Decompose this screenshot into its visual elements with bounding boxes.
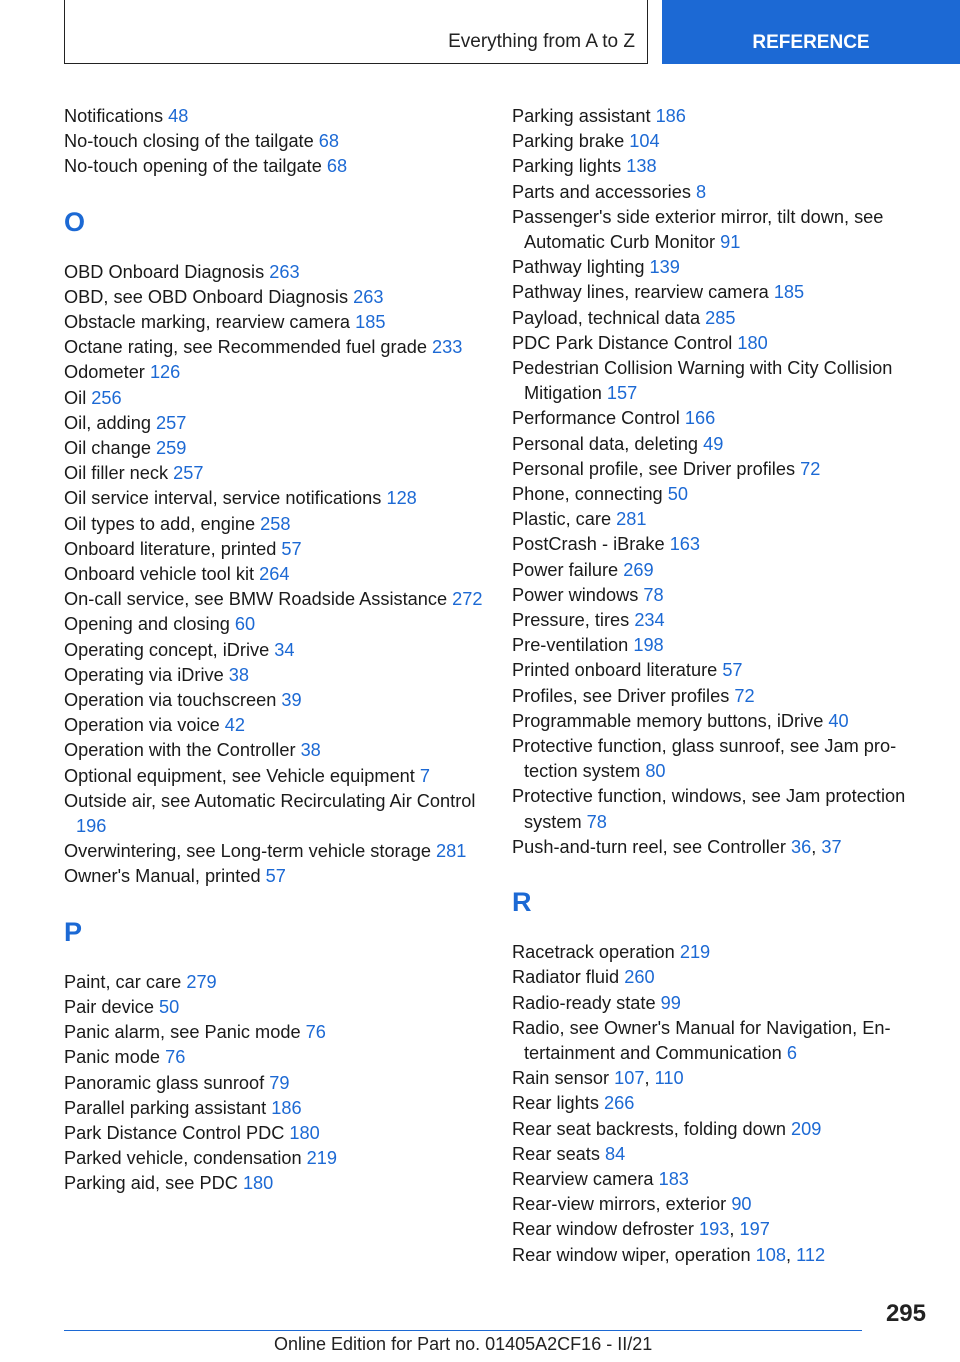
index-entry xyxy=(512,532,922,557)
page-link[interactable]: 107 xyxy=(614,1068,645,1089)
page-link[interactable]: 185 xyxy=(355,312,386,333)
index-entry-text: Panic alarm, see Panic mode xyxy=(64,1022,301,1043)
index-entry: Rear window defroster 193, 197 xyxy=(512,1219,770,1240)
index-entry-text: Optional equipment, see Vehicle equipment xyxy=(64,765,415,786)
page-link[interactable]: 78 xyxy=(586,811,607,832)
index-entry-text: Operating concept, iDrive xyxy=(64,639,270,660)
page-link[interactable]: 40 xyxy=(828,710,849,731)
index-entry-text: Passenger's side exterior mirror, tilt down, see Automatic Curb Monitor xyxy=(512,206,884,253)
index-entry-text: Operation via touchscreen xyxy=(64,690,277,711)
index-entry-text: Octane rating, see Recommended fuel grade xyxy=(64,337,427,358)
index-entry-text: OBD, see OBD Onboard Diagnosis xyxy=(64,286,349,307)
index-entry xyxy=(512,432,922,457)
index-entry-text: Oil service interval, service notifications xyxy=(64,488,382,509)
index-entry xyxy=(64,104,484,129)
index-entry xyxy=(64,738,484,763)
index-entry xyxy=(64,310,484,335)
page-link[interactable]: 259 xyxy=(156,438,187,459)
page-link[interactable]: 50 xyxy=(667,484,688,505)
index-entry-text: Panoramic glass sunroof xyxy=(64,1072,265,1093)
page-link[interactable]: 49 xyxy=(703,433,724,454)
index-entry xyxy=(64,587,484,612)
index-entry xyxy=(64,386,484,411)
index-entry xyxy=(512,255,922,280)
index-entry xyxy=(512,684,922,709)
page-link[interactable]: 108 xyxy=(755,1244,787,1265)
index-entry-text: Owner's Manual, printed xyxy=(64,866,261,887)
index-entry xyxy=(64,1121,484,1146)
page-link[interactable]: 78 xyxy=(643,584,664,605)
index-column-right xyxy=(512,104,922,1268)
index-entry-text: Oil filler neck xyxy=(64,463,169,484)
page-link[interactable]: 209 xyxy=(791,1118,822,1139)
index-entry-text: Rain sensor xyxy=(512,1068,610,1089)
index-entry-text: Parking aid, see PDC xyxy=(64,1173,238,1194)
index-entry-text: Protective function, windows, see Jam protection system xyxy=(512,786,906,832)
page-link[interactable]: 263 xyxy=(353,286,384,307)
page-link[interactable]: 185 xyxy=(773,282,805,303)
index-entry-text: Programmable memory buttons, iDrive xyxy=(512,710,824,731)
index-entry-text: Notifications xyxy=(64,106,164,126)
page-link[interactable]: 68 xyxy=(326,156,348,177)
page-link[interactable]: 263 xyxy=(269,261,300,282)
index-entry xyxy=(512,709,922,734)
page-link[interactable]: 197 xyxy=(739,1219,770,1240)
index-entry-text: Oil xyxy=(64,387,87,408)
index-entry-text: No-touch opening of the tailgate xyxy=(64,156,322,177)
index-entry-text: Pair device xyxy=(64,996,154,1017)
index-entry: Rain sensor 107, 110 xyxy=(512,1068,684,1089)
page-link[interactable]: 260 xyxy=(624,967,655,988)
index-entry xyxy=(64,335,484,360)
index-entry-text: Paint, car care xyxy=(64,971,182,992)
index-entry xyxy=(64,663,484,688)
edition-note: Online Edition for Part no. 01405A2CF16 - II/21 xyxy=(274,1334,653,1354)
index-entry-text: Pedestrian Collision Warning with City Collision Mitigation xyxy=(512,358,893,404)
index-entry-text: Parts and accessories xyxy=(512,181,691,202)
page-link[interactable]: 38 xyxy=(228,664,250,685)
index-entry xyxy=(64,864,484,889)
index-letter-heading: R xyxy=(512,887,532,918)
index-entry xyxy=(512,331,922,356)
page-link[interactable]: 186 xyxy=(655,106,686,126)
index-entry-text: Oil, adding xyxy=(64,412,151,433)
page-link[interactable]: 37 xyxy=(821,836,842,857)
index-entry xyxy=(512,1167,922,1192)
index-entry-text: Parking brake xyxy=(512,131,625,152)
index-entry xyxy=(64,129,484,154)
index-entry xyxy=(64,1146,484,1171)
index-entry-text: Rear lights xyxy=(512,1093,599,1114)
page-link[interactable]: 138 xyxy=(626,156,657,177)
index-entry xyxy=(64,995,484,1020)
index-entry xyxy=(64,461,484,486)
page-link[interactable]: 281 xyxy=(616,509,647,530)
index-entry-text: Plastic, care xyxy=(512,509,612,530)
index-entry-text: Rear seat backrests, folding down xyxy=(512,1118,786,1139)
index-entry xyxy=(64,764,484,789)
page-link[interactable]: 36 xyxy=(791,836,812,857)
index-entry-text: PostCrash - iBrake xyxy=(512,534,665,555)
page-link[interactable]: 110 xyxy=(654,1068,684,1089)
page-link[interactable]: 264 xyxy=(259,564,290,585)
index-entry xyxy=(512,784,922,834)
index-letter-heading: O xyxy=(64,206,86,237)
index-entry xyxy=(64,260,484,285)
index-entry xyxy=(512,1192,922,1217)
index-entry xyxy=(64,537,484,562)
index-entry-text: Rear window wiper, operation xyxy=(512,1244,751,1265)
index-entry-text: Oil types to add, engine xyxy=(64,513,256,534)
page-link[interactable]: 57 xyxy=(281,538,302,559)
page-link[interactable]: 112 xyxy=(796,1244,826,1265)
index-entry-text: Performance Control xyxy=(512,408,680,429)
page-link[interactable]: 258 xyxy=(260,513,291,534)
page-link[interactable]: 272 xyxy=(452,589,483,610)
index-entry-text: Pressure, tires xyxy=(512,610,630,631)
page-number: 295 xyxy=(885,1300,926,1327)
page-link[interactable]: 180 xyxy=(289,1122,320,1143)
page-link[interactable]: 84 xyxy=(605,1143,626,1164)
page-link[interactable]: 281 xyxy=(436,841,467,862)
page-link[interactable]: 256 xyxy=(91,387,122,408)
index-entry xyxy=(64,1096,484,1121)
index-entry xyxy=(64,839,484,864)
index-entry-text: Payload, technical data xyxy=(512,307,701,328)
index-entry xyxy=(512,482,922,507)
index-entry xyxy=(512,734,922,784)
page-link[interactable]: 233 xyxy=(432,337,463,358)
index-entry-text: Rear window defroster xyxy=(512,1219,694,1240)
index-entry-text: Odometer xyxy=(64,362,145,383)
page-link[interactable]: 80 xyxy=(645,761,666,782)
index-entry xyxy=(512,356,922,406)
index-entry-text: Pathway lighting xyxy=(512,257,645,278)
index-entry xyxy=(512,205,922,255)
index-entry-text: Personal data, deleting xyxy=(512,433,699,454)
index-entry xyxy=(64,1045,484,1070)
page-link[interactable]: 266 xyxy=(604,1093,635,1114)
index-entry-text: Rearview camera xyxy=(512,1168,654,1189)
index-entry xyxy=(512,1117,922,1142)
page-link[interactable]: 79 xyxy=(269,1072,290,1093)
index-entry xyxy=(512,658,922,683)
index-entry-text: On-call service, see BMW Roadside Assistance xyxy=(64,589,448,610)
page-link[interactable]: 91 xyxy=(720,232,741,253)
index-entry-text: Obstacle marking, rearview camera xyxy=(64,312,351,333)
index-entry-text: Personal profile, see Driver profiles xyxy=(512,458,796,479)
section-title: Everything from A to Z xyxy=(448,31,635,52)
page-link[interactable]: 186 xyxy=(271,1097,302,1118)
index-entry xyxy=(64,486,484,511)
page-link[interactable]: 279 xyxy=(186,971,217,992)
index-entry-text: Operation via voice xyxy=(64,715,220,736)
index-entry-text: Opening and closing xyxy=(64,614,230,635)
index-entry xyxy=(512,406,922,431)
index-entry: Push-and-turn reel, see Controller 36, 37 xyxy=(512,836,842,857)
page-header xyxy=(0,0,960,66)
index-entry xyxy=(64,789,484,839)
chapter-label: REFERENCE xyxy=(752,32,870,53)
index-entry xyxy=(512,608,922,633)
index-entry xyxy=(512,507,922,532)
page-link[interactable]: 99 xyxy=(660,992,681,1013)
page-link[interactable]: 48 xyxy=(168,106,189,126)
index-entry xyxy=(512,583,922,608)
index-entry-text: Operation with the Controller xyxy=(64,740,296,761)
index-entry-text: Parked vehicle, condensation xyxy=(64,1148,302,1169)
index-entry xyxy=(64,1171,484,1196)
index-entry-text: Outside air, see Automatic Recirculating Air Control xyxy=(64,790,476,811)
page-link[interactable]: 76 xyxy=(165,1047,186,1068)
page-link[interactable]: 219 xyxy=(679,942,711,963)
index-entry xyxy=(64,638,484,663)
page-link[interactable]: 180 xyxy=(242,1173,274,1194)
page-link[interactable]: 128 xyxy=(386,488,417,509)
page-link[interactable]: 285 xyxy=(705,307,736,328)
page-link[interactable]: 126 xyxy=(149,362,181,383)
page-link[interactable]: 219 xyxy=(306,1148,338,1169)
index-entry-text: Onboard literature, printed xyxy=(64,538,277,559)
index-entry-text: Phone, connecting xyxy=(512,484,663,505)
index-entry-text: Rear seats xyxy=(512,1143,600,1164)
index-entry xyxy=(512,991,922,1016)
index-entry xyxy=(512,940,922,965)
index-entry xyxy=(64,154,484,179)
page-link[interactable]: 198 xyxy=(633,635,664,656)
index-entry xyxy=(512,306,922,331)
index-entry xyxy=(64,285,484,310)
index-entry-text: Racetrack operation xyxy=(512,942,675,963)
page-link[interactable]: 72 xyxy=(800,458,821,479)
index-entry xyxy=(512,154,922,179)
index-entry-text: Profiles, see Driver profiles xyxy=(512,685,730,706)
index-entry xyxy=(512,1142,922,1167)
page-link[interactable]: 39 xyxy=(281,690,302,711)
index-entry-text: Push-and-turn reel, see Controller xyxy=(512,836,786,857)
index-entry xyxy=(512,1091,922,1116)
index-entry-text: Panic mode xyxy=(64,1047,161,1068)
page-link[interactable]: 257 xyxy=(156,412,187,433)
page-link[interactable]: 180 xyxy=(737,332,768,353)
index-entry-text: Pathway lines, rearview camera xyxy=(512,282,769,303)
index-entry-text: Radiator fluid xyxy=(512,967,620,988)
index-entry xyxy=(512,633,922,658)
index-entry xyxy=(512,1016,922,1066)
index-entry-text: Park Distance Control PDC xyxy=(64,1122,285,1143)
page-link[interactable]: 72 xyxy=(734,685,755,706)
page-link[interactable]: 139 xyxy=(649,257,680,278)
index-entry-text: Radio, see Owner's Manual for Navigation, Entertainment and Communication xyxy=(512,1017,891,1063)
page-link[interactable]: 8 xyxy=(696,181,707,202)
index-entry xyxy=(512,558,922,583)
index-entry-text: Parking assistant xyxy=(512,106,651,126)
index-entry xyxy=(512,457,922,482)
page-link[interactable]: 76 xyxy=(305,1022,326,1043)
index-entry xyxy=(64,360,484,385)
index-entry-text: Power windows xyxy=(512,584,639,605)
index-entry xyxy=(64,713,484,738)
page-link[interactable]: 50 xyxy=(159,996,180,1017)
section-title-tab xyxy=(64,0,648,64)
index-entry-text: Onboard vehicle tool kit xyxy=(64,564,255,585)
index-entry: Rear window wiper, operation 108, 112 xyxy=(512,1244,826,1265)
page-link[interactable]: 38 xyxy=(300,740,321,761)
index-entry xyxy=(512,965,922,990)
page-link[interactable]: 269 xyxy=(623,559,654,580)
index-entry-text: Parking lights xyxy=(512,156,622,177)
page-link[interactable]: 196 xyxy=(76,816,107,837)
page-link[interactable]: 57 xyxy=(265,866,286,887)
index-entry-text: Protective function, glass sunroof, see Jam protection system xyxy=(512,736,897,782)
index-entry-text: Rear-view mirrors, exterior xyxy=(512,1194,727,1215)
index-entry-text: PDC Park Distance Control xyxy=(512,332,733,353)
page-link[interactable]: 193 xyxy=(699,1219,730,1240)
index-entry xyxy=(64,562,484,587)
index-letter-heading: P xyxy=(64,916,83,947)
page-link[interactable]: 163 xyxy=(669,534,701,555)
index-entry-text: OBD Onboard Diagnosis xyxy=(64,261,265,282)
index-entry xyxy=(64,411,484,436)
index-entry xyxy=(64,970,484,995)
index-entry xyxy=(64,1071,484,1096)
index-entry-text: Power failure xyxy=(512,559,619,580)
page-link[interactable]: 60 xyxy=(234,614,256,635)
index-entry xyxy=(64,612,484,637)
index-column-left xyxy=(64,104,484,1197)
page-link[interactable]: 6 xyxy=(786,1042,797,1063)
page-link[interactable]: 34 xyxy=(274,639,295,660)
page-link[interactable]: 166 xyxy=(684,408,716,429)
page-link[interactable]: 257 xyxy=(173,463,204,484)
index-entry xyxy=(64,688,484,713)
page-link[interactable]: 157 xyxy=(606,383,638,404)
page-link[interactable]: 234 xyxy=(634,610,665,631)
index-entry-text: No-touch closing of the tailgate xyxy=(64,131,314,152)
index-entry-text: Oil change xyxy=(64,438,151,459)
index-entry xyxy=(64,436,484,461)
index-entry-text: Radio-ready state xyxy=(512,992,656,1013)
chapter-tab[interactable] xyxy=(662,0,960,64)
index-entry-text: Parallel parking assistant xyxy=(64,1097,267,1118)
index-entry xyxy=(512,180,922,205)
index-entry xyxy=(64,1020,484,1045)
index-entry xyxy=(512,104,922,129)
index-entry xyxy=(512,280,922,305)
index-entry-text: Printed onboard literature xyxy=(512,660,718,681)
index-entry-text: Operating via iDrive xyxy=(64,664,224,685)
page-link[interactable]: 7 xyxy=(419,765,431,786)
page-link[interactable]: 68 xyxy=(318,131,340,152)
footer-divider xyxy=(64,1330,862,1331)
page-link[interactable]: 183 xyxy=(658,1168,689,1189)
page-link[interactable]: 57 xyxy=(722,660,743,681)
page-link[interactable]: 90 xyxy=(731,1194,752,1215)
page-link[interactable]: 42 xyxy=(224,715,245,736)
index-entry xyxy=(64,512,484,537)
index-entry-text: Overwintering, see Long-term vehicle storage xyxy=(64,841,431,862)
index-entry-text: Pre-ventilation xyxy=(512,635,629,656)
page-link[interactable]: 104 xyxy=(629,131,660,152)
index-entry xyxy=(512,129,922,154)
